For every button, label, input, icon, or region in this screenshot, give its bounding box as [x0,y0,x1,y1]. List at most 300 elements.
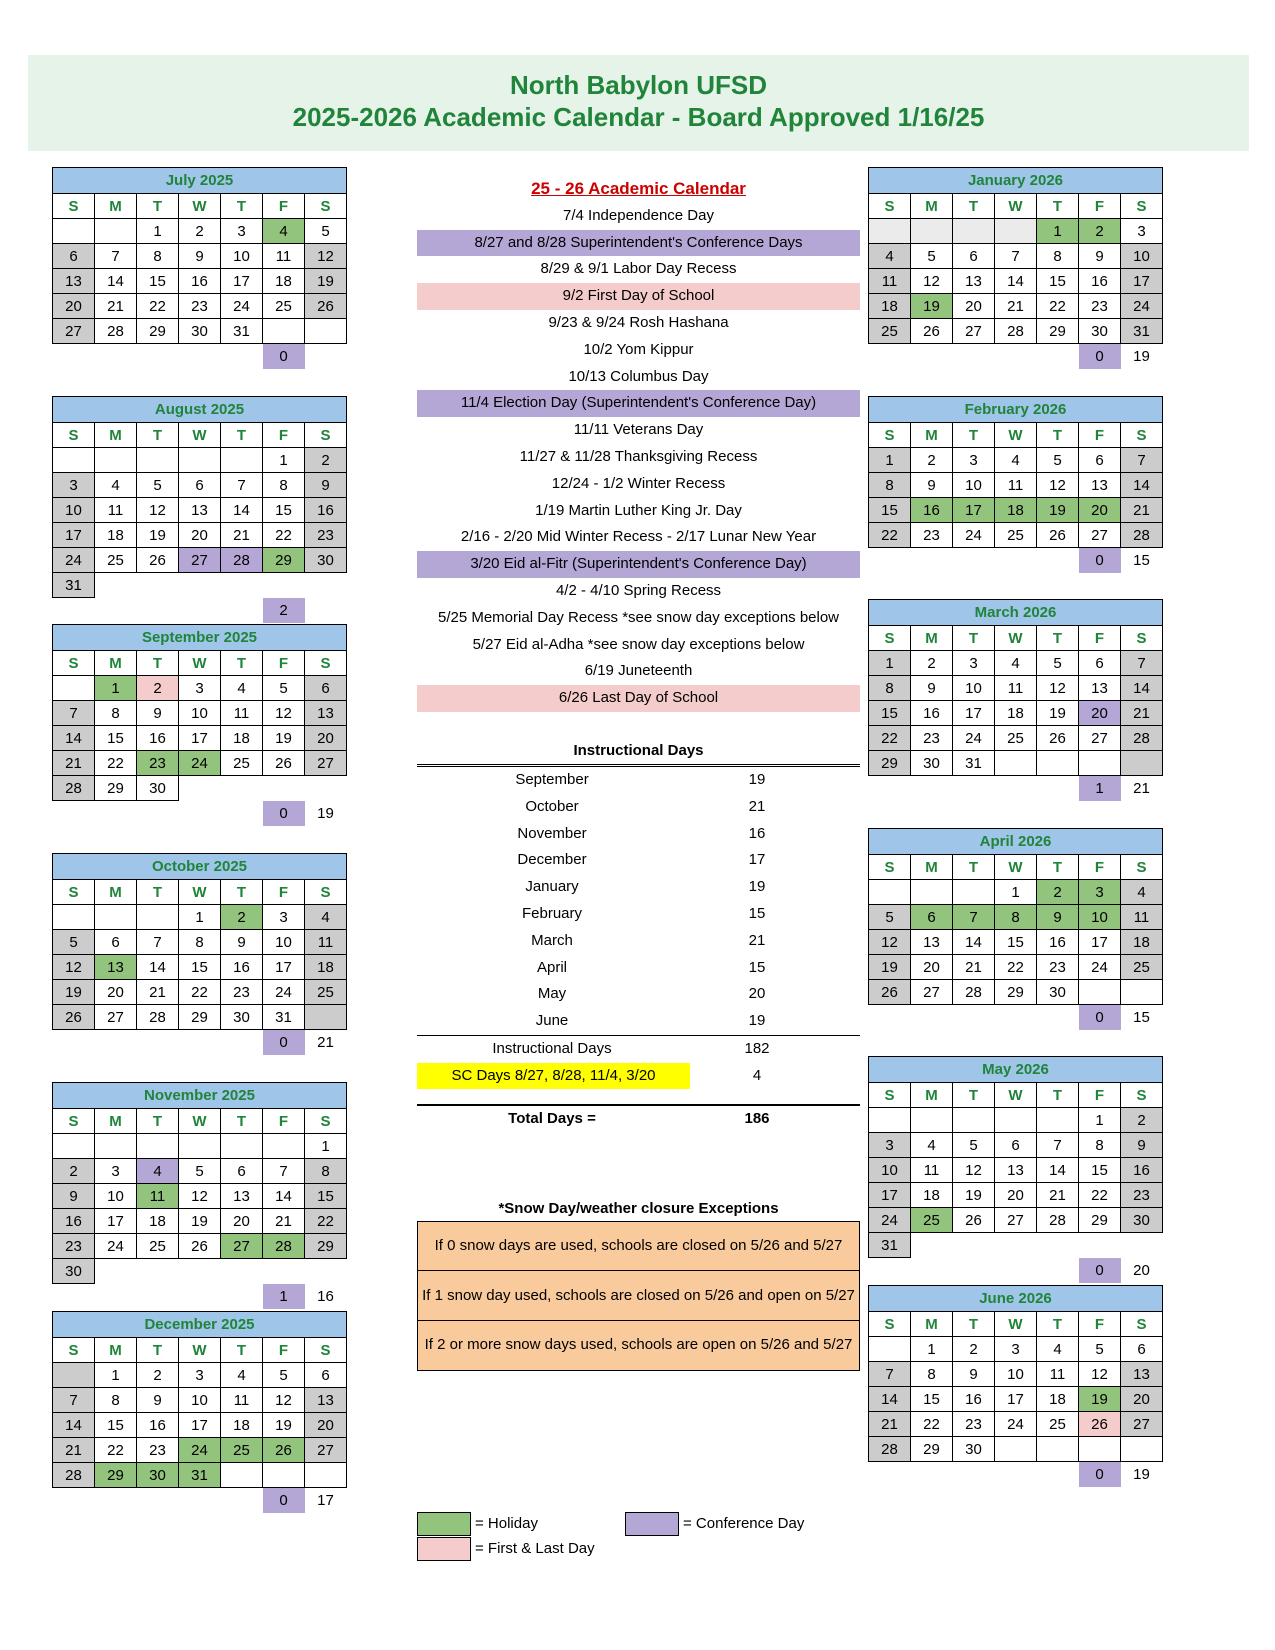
instructional-day-count: 16 [317,1287,334,1305]
month-february-2026 [868,396,1163,573]
day-cell: 5 [911,244,953,269]
weekday-header: S [869,423,911,448]
weekday-header: S [53,194,95,219]
weekday-header: S [869,194,911,219]
blank [95,1030,137,1055]
instructional-month-row [417,847,860,874]
month-june-2026 [868,1285,1163,1487]
day-cell: 12 [953,1158,995,1183]
day-cell: 30 [1037,980,1079,1005]
instructional-day-count: 20 [1133,1261,1150,1279]
day-cell: 18 [869,294,911,319]
day-cell: 16 [53,1209,95,1234]
month-december-2025 [52,1311,347,1513]
weekday-header: T [221,194,263,219]
day-cell: 13 [911,930,953,955]
day-cell: 14 [1037,1158,1079,1183]
day-cell: 12 [305,244,347,269]
month-title: July 2025 [53,168,347,194]
blank [263,1259,305,1284]
day-cell: 26 [137,548,179,573]
blank [95,801,137,826]
day-cell: 7 [263,1159,305,1184]
blank [911,1258,953,1283]
day-cell: 3 [953,651,995,676]
weekday-header: S [305,1338,347,1363]
day-cell: 13 [179,498,221,523]
sc-days-row [417,1063,860,1090]
weekday-header: M [95,1109,137,1134]
day-cell: 26 [911,319,953,344]
day-cell: 10 [995,1362,1037,1387]
day-cell: 2 [1079,219,1121,244]
empty-cell [221,1463,263,1488]
day-cell: 27 [953,319,995,344]
day-cell: 19 [911,294,953,319]
weekday-header: S [53,1109,95,1134]
empty-cell [869,1108,911,1133]
blank [869,1258,911,1283]
weekday-header: F [1079,194,1121,219]
day-cell: 21 [95,294,137,319]
weekday-header: M [911,1312,953,1337]
day-cell: 23 [179,294,221,319]
empty-cell [305,1005,347,1030]
event-row: 12/24 - 1/2 Winter Recess [551,474,726,492]
month-days: 15 [748,958,766,976]
day-cell: 31 [179,1463,221,1488]
weekday-header: M [911,855,953,880]
day-cell: 21 [221,523,263,548]
month-august-2025 [52,396,347,623]
weekday-header: T [137,194,179,219]
blank [137,1284,179,1309]
day-cell: 5 [137,473,179,498]
day-cell: 25 [221,751,263,776]
day-cell: 12 [1079,1362,1121,1387]
empty-cell [1121,751,1163,776]
day-cell: 7 [1121,448,1163,473]
weekday-header: T [137,1338,179,1363]
month-title: May 2026 [869,1057,1163,1083]
snow-rule: If 1 snow day used, schools are closed on 5/26 and open on 5/27 [417,1270,860,1321]
day-cell: 2 [137,676,179,701]
day-cell: 28 [1037,1208,1079,1233]
month-title: March 2026 [869,600,1163,626]
empty-cell [53,219,95,244]
blank [221,1488,263,1513]
weekday-header: F [1079,1083,1121,1108]
day-cell: 3 [221,219,263,244]
month-title: September 2025 [53,625,347,651]
day-cell: 13 [953,269,995,294]
month-name: November [517,824,587,842]
day-cell: 20 [53,294,95,319]
day-cell: 1 [869,651,911,676]
day-cell: 7 [221,473,263,498]
blank [911,548,953,573]
month-november-2025 [52,1082,347,1309]
day-cell: 19 [1079,1387,1121,1412]
day-cell: 23 [911,523,953,548]
day-cell: 8 [1037,244,1079,269]
blank [1037,1258,1079,1283]
day-cell: 21 [1121,701,1163,726]
day-cell: 25 [263,294,305,319]
instructional-month-row [417,821,860,848]
day-cell: 17 [1079,930,1121,955]
day-cell: 17 [221,269,263,294]
day-cell: 12 [1037,676,1079,701]
weekday-header: T [953,423,995,448]
month-title: January 2026 [869,168,1163,194]
blank [1037,1233,1079,1258]
event-row: 8/27 and 8/28 Superintendent's Conference Days [417,230,860,257]
day-cell: 6 [305,676,347,701]
conference-day-count: 0 [1079,1462,1121,1487]
weekday-header: W [995,194,1037,219]
day-cell: 8 [995,905,1037,930]
day-cell: 29 [95,1463,137,1488]
day-cell: 21 [1121,498,1163,523]
event-row: 6/19 Juneteenth [584,662,693,680]
weekday-header: M [95,651,137,676]
blank [95,573,137,598]
empty-cell [137,905,179,930]
day-cell: 1 [911,1337,953,1362]
weekday-header: W [995,855,1037,880]
day-cell: 26 [869,980,911,1005]
month-march-2026 [868,599,1163,801]
day-cell: 9 [911,473,953,498]
month-name: December [517,851,587,869]
day-cell: 16 [137,726,179,751]
weekday-header: F [1079,423,1121,448]
legend [417,1512,887,1572]
day-cell: 15 [1037,269,1079,294]
day-cell: 10 [869,1158,911,1183]
day-cell: 5 [1079,1337,1121,1362]
day-cell: 5 [263,1363,305,1388]
blank [95,1259,137,1284]
instructional-total-row [417,1035,860,1063]
empty-cell [1079,980,1121,1005]
empty-cell [953,880,995,905]
instructional-day-count: 19 [1133,347,1150,365]
day-cell: 20 [179,523,221,548]
day-cell: 16 [305,498,347,523]
day-cell: 11 [305,930,347,955]
day-cell: 17 [995,1387,1037,1412]
day-cell: 30 [179,319,221,344]
day-cell: 23 [1079,294,1121,319]
day-cell: 15 [95,726,137,751]
weekday-header: W [179,651,221,676]
snow-exceptions-title: *Snow Day/weather closure Exceptions [498,1200,779,1217]
day-cell: 14 [221,498,263,523]
empty-cell [995,751,1037,776]
weekday-header: T [137,423,179,448]
weekday-header: W [179,194,221,219]
day-cell: 16 [911,701,953,726]
day-cell: 5 [869,905,911,930]
day-cell: 27 [221,1234,263,1259]
day-cell: 8 [95,701,137,726]
day-cell: 9 [1121,1133,1163,1158]
weekday-header: M [95,880,137,905]
day-cell: 2 [53,1159,95,1184]
blank [179,598,221,623]
day-cell: 4 [221,1363,263,1388]
instructional-month-row [417,767,860,794]
day-cell: 6 [95,930,137,955]
month-days: 19 [748,771,766,788]
day-cell: 27 [1121,1412,1163,1437]
month-april-2026 [868,828,1163,1030]
blank [53,1030,95,1055]
weekday-header: S [53,651,95,676]
day-cell: 18 [995,498,1037,523]
empty-cell [305,1463,347,1488]
weekday-header: S [53,880,95,905]
conference-day-count: 0 [1079,548,1121,573]
blank [179,801,221,826]
day-cell: 19 [953,1183,995,1208]
blank [911,1005,953,1030]
blank [221,1030,263,1055]
blank [869,1005,911,1030]
blank [53,1488,95,1513]
day-cell: 26 [305,294,347,319]
month-september-2025 [52,624,347,826]
sc-days-value: 4 [752,1066,762,1084]
empty-cell [179,448,221,473]
day-cell: 1 [869,448,911,473]
month-days: 20 [748,985,766,1003]
weekday-header: S [869,1083,911,1108]
day-cell: 15 [911,1387,953,1412]
day-cell: 14 [869,1387,911,1412]
weekday-header: M [911,194,953,219]
day-cell: 1 [179,905,221,930]
day-cell: 18 [221,1413,263,1438]
empty-cell [995,1108,1037,1133]
weekday-header: W [179,880,221,905]
day-cell: 11 [263,244,305,269]
day-cell: 5 [305,219,347,244]
day-cell: 24 [179,1438,221,1463]
blank [995,548,1037,573]
day-cell: 6 [995,1133,1037,1158]
weekday-header: F [263,1109,305,1134]
weekday-header: W [179,1109,221,1134]
day-cell: 9 [1037,905,1079,930]
day-cell: 27 [95,1005,137,1030]
weekday-header: F [1079,626,1121,651]
weekday-header: S [1121,626,1163,651]
month-days: 19 [748,878,766,896]
month-days: 21 [748,797,766,815]
day-cell: 5 [53,930,95,955]
day-cell: 12 [869,930,911,955]
day-cell: 15 [263,498,305,523]
day-cell: 19 [263,1413,305,1438]
day-cell: 15 [869,701,911,726]
day-cell: 26 [1037,523,1079,548]
day-cell: 31 [221,319,263,344]
empty-cell [95,448,137,473]
blank [953,776,995,801]
instructional-days-table [417,738,860,1132]
day-cell: 29 [95,776,137,801]
weekday-header: S [53,423,95,448]
blank [95,598,137,623]
day-cell: 15 [1079,1158,1121,1183]
day-cell: 20 [953,294,995,319]
day-cell: 29 [263,548,305,573]
day-cell: 14 [953,930,995,955]
instructional-month-row [417,981,860,1008]
day-cell: 31 [953,751,995,776]
blank [137,1030,179,1055]
day-cell: 4 [995,448,1037,473]
day-cell: 13 [995,1158,1037,1183]
blank [305,1259,347,1284]
month-may-2026 [868,1056,1163,1283]
day-cell: 4 [221,676,263,701]
empty-cell [95,1134,137,1159]
blank [995,776,1037,801]
month-days: 19 [748,1012,766,1030]
day-cell: 27 [995,1208,1037,1233]
blank [137,1259,179,1284]
day-cell: 16 [1037,930,1079,955]
day-cell: 3 [1079,880,1121,905]
blank [95,1284,137,1309]
day-cell: 28 [221,548,263,573]
day-cell: 25 [95,548,137,573]
weekday-header: T [953,194,995,219]
day-cell: 20 [305,1413,347,1438]
day-cell: 11 [995,676,1037,701]
day-cell: 24 [95,1234,137,1259]
weekday-header: S [869,855,911,880]
day-cell: 16 [179,269,221,294]
month-title: June 2026 [869,1286,1163,1312]
legend-first-last-swatch [417,1537,471,1561]
day-cell: 30 [1121,1208,1163,1233]
day-cell: 26 [1079,1412,1121,1437]
empty-cell [221,448,263,473]
day-cell: 7 [53,701,95,726]
empty-cell [911,880,953,905]
day-cell: 17 [1121,269,1163,294]
day-cell: 20 [1079,498,1121,523]
day-cell: 9 [911,676,953,701]
snow-rule: If 0 snow days are used, schools are closed on 5/26 and 5/27 [417,1221,860,1272]
instructional-day-count [305,344,347,369]
day-cell: 25 [1037,1412,1079,1437]
blank [263,776,305,801]
day-cell: 11 [911,1158,953,1183]
day-cell: 23 [953,1412,995,1437]
event-row: 10/2 Yom Kippur [583,340,694,358]
month-july-2025 [52,167,347,369]
day-cell: 23 [305,523,347,548]
instructional-day-count: 15 [1133,1008,1150,1026]
day-cell: 19 [53,980,95,1005]
day-cell: 3 [263,905,305,930]
empty-cell [95,905,137,930]
weekday-header: F [263,651,305,676]
day-cell: 1 [305,1134,347,1159]
empty-cell [53,676,95,701]
empty-cell [869,1337,911,1362]
blank [995,1233,1037,1258]
weekday-header: T [953,626,995,651]
day-cell: 25 [995,726,1037,751]
day-cell: 23 [221,980,263,1005]
day-cell: 2 [221,905,263,930]
instructional-month-row [417,874,860,901]
day-cell: 4 [1037,1337,1079,1362]
day-cell: 20 [1121,1387,1163,1412]
instructional-total-value: 182 [744,1039,770,1057]
conference-day-count: 0 [263,1488,305,1513]
empty-cell [953,219,995,244]
weekday-header: T [1037,626,1079,651]
day-cell: 8 [137,244,179,269]
day-cell: 22 [1079,1183,1121,1208]
event-row: 10/13 Columbus Day [568,367,709,385]
day-cell: 29 [305,1234,347,1259]
day-cell: 7 [953,905,995,930]
day-cell: 13 [1121,1362,1163,1387]
day-cell: 31 [869,1233,911,1258]
day-cell: 28 [1121,726,1163,751]
weekday-header: T [221,1109,263,1134]
weekday-header: W [995,423,1037,448]
day-cell: 30 [911,751,953,776]
day-cell: 5 [1037,651,1079,676]
month-days: 21 [748,931,766,949]
day-cell: 25 [305,980,347,1005]
instructional-month-row [417,955,860,982]
empty-cell [137,448,179,473]
day-cell: 22 [263,523,305,548]
blank [53,1284,95,1309]
weekday-header: T [1037,194,1079,219]
empty-cell [137,1134,179,1159]
day-cell: 12 [179,1184,221,1209]
blank [869,344,911,369]
day-cell: 20 [995,1183,1037,1208]
blank [953,1258,995,1283]
day-cell: 5 [953,1133,995,1158]
weekday-header: S [1121,1083,1163,1108]
day-cell: 8 [263,473,305,498]
blank [221,344,263,369]
month-days: 15 [748,904,766,922]
day-cell: 2 [1121,1108,1163,1133]
day-cell: 11 [221,1388,263,1413]
day-cell: 13 [53,269,95,294]
day-cell: 30 [1079,319,1121,344]
day-cell: 23 [1121,1183,1163,1208]
day-cell: 7 [1121,651,1163,676]
day-cell: 2 [137,1363,179,1388]
day-cell: 19 [263,726,305,751]
